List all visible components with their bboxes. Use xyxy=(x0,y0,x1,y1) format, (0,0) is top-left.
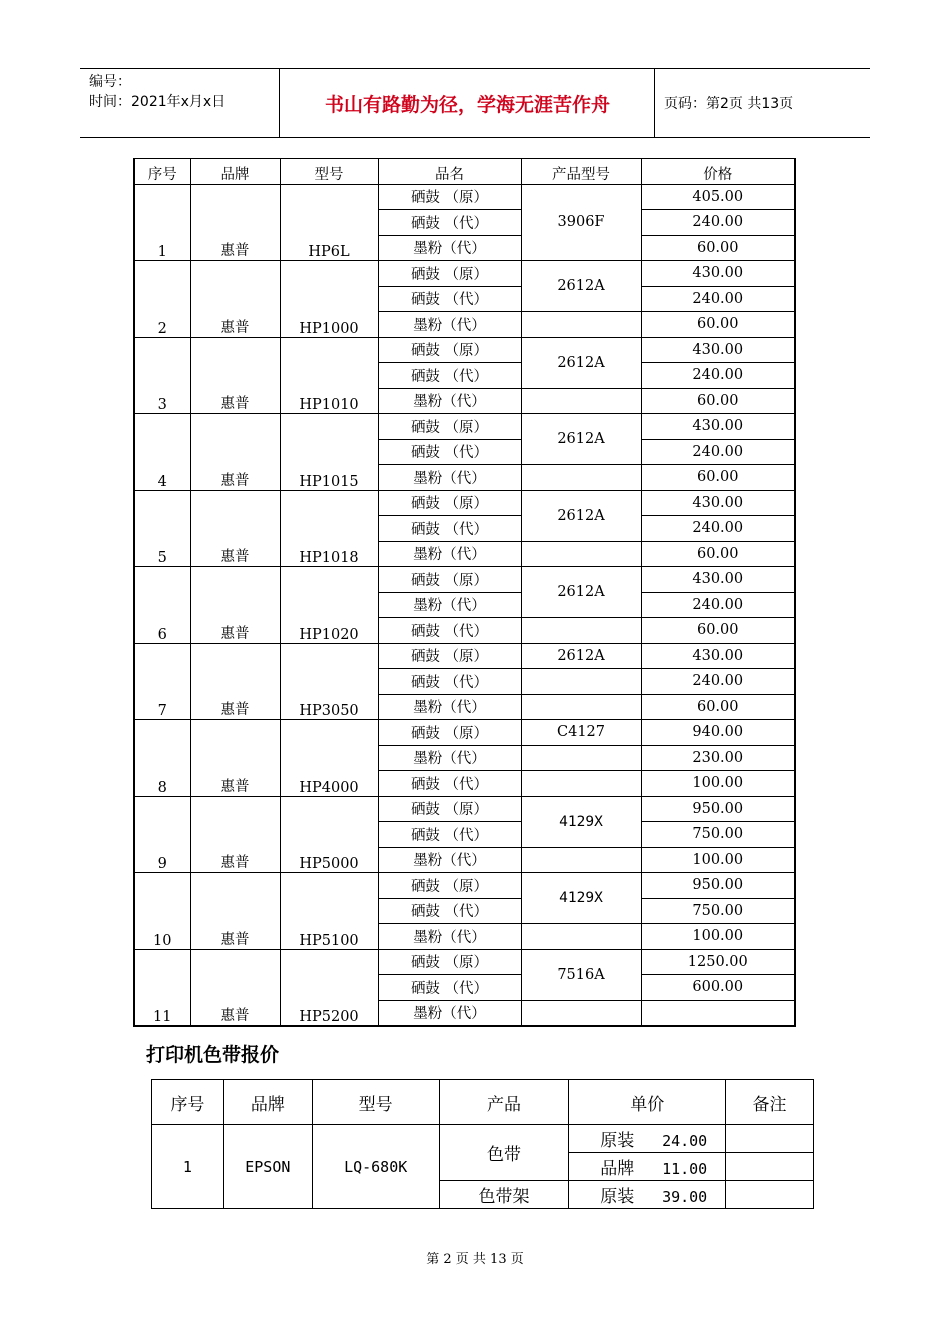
price-cell: 240.00 xyxy=(641,592,795,618)
price-cell: 240.00 xyxy=(641,286,795,312)
product-code: 3906F xyxy=(521,184,641,261)
price-cell: 240.00 xyxy=(641,516,795,542)
price-cell: 100.00 xyxy=(641,847,795,873)
price-cell: 60.00 xyxy=(641,465,795,491)
ribbon-remark xyxy=(726,1125,814,1153)
item-name: 硒鼓 （代） xyxy=(378,439,521,465)
table-header-row xyxy=(134,159,795,185)
product-code xyxy=(521,847,641,873)
row-number: 1 xyxy=(134,184,190,261)
item-name: 硒鼓 （原） xyxy=(378,720,521,746)
item-name: 硒鼓 （代） xyxy=(378,363,521,389)
item-name: 墨粉（代） xyxy=(378,541,521,567)
item-name: 硒鼓 （代） xyxy=(378,771,521,797)
table-row xyxy=(134,873,795,899)
row-number: 4 xyxy=(134,414,190,491)
price-cell: 240.00 xyxy=(641,210,795,236)
ribbon-col-remark: 备注 xyxy=(726,1080,814,1125)
item-name: 硒鼓 （代） xyxy=(378,822,521,848)
price-cell: 430.00 xyxy=(641,567,795,593)
row-number: 3 xyxy=(134,337,190,414)
page-header xyxy=(80,68,870,138)
price-kind: 品牌 xyxy=(600,1159,635,1179)
item-name: 硒鼓 （原） xyxy=(378,184,521,210)
row-model: HP1000 xyxy=(280,261,378,338)
row-model: HP6L xyxy=(280,184,378,261)
row-model: HP1015 xyxy=(280,414,378,491)
row-brand: 惠普 xyxy=(190,414,280,491)
item-name: 墨粉（代） xyxy=(378,312,521,338)
row-model: HP1020 xyxy=(280,567,378,644)
page-footer: 第 2 页 共 13 页 xyxy=(426,1252,524,1267)
price-cell: 240.00 xyxy=(641,439,795,465)
col-header-brand: 品牌 xyxy=(190,159,280,185)
item-name: 硒鼓 （原） xyxy=(378,949,521,975)
price-cell: 240.00 xyxy=(641,669,795,695)
price-cell: 60.00 xyxy=(641,312,795,338)
price-cell: 60.00 xyxy=(641,235,795,261)
row-brand: 惠普 xyxy=(190,337,280,414)
item-name: 硒鼓 （代） xyxy=(378,210,521,236)
toner-table-body xyxy=(134,184,795,1026)
row-number: 2 xyxy=(134,261,190,338)
price-cell: 60.00 xyxy=(641,618,795,644)
table-row xyxy=(134,337,795,363)
price-cell: 1250.00 xyxy=(641,949,795,975)
price-cell xyxy=(641,1000,795,1026)
header-meta xyxy=(80,69,280,137)
price-cell: 240.00 xyxy=(641,363,795,389)
price-cell: 430.00 xyxy=(641,414,795,440)
product-code xyxy=(521,771,641,797)
time-label: 时间：2021年x月x日 xyxy=(89,94,226,110)
price-cell: 950.00 xyxy=(641,873,795,899)
price-cell: 950.00 xyxy=(641,796,795,822)
row-brand: 惠普 xyxy=(190,796,280,873)
product-code: 2612A xyxy=(521,643,641,669)
ribbon-price-table xyxy=(151,1079,814,1209)
price-kind: 原装 xyxy=(600,1131,635,1151)
ribbon-price-cell xyxy=(569,1181,726,1209)
product-code: 2612A xyxy=(521,414,641,465)
item-name: 墨粉（代） xyxy=(378,592,521,618)
row-brand: 惠普 xyxy=(190,873,280,950)
product-code xyxy=(521,924,641,950)
item-name: 硒鼓 （原） xyxy=(378,337,521,363)
item-name: 硒鼓 （代） xyxy=(378,669,521,695)
col-header-code: 产品型号 xyxy=(521,159,641,185)
item-name: 墨粉（代） xyxy=(378,235,521,261)
price-cell: 940.00 xyxy=(641,720,795,746)
price-cell: 230.00 xyxy=(641,745,795,771)
ribbon-price-cell xyxy=(569,1125,726,1153)
price-cell: 60.00 xyxy=(641,694,795,720)
row-model: HP5200 xyxy=(280,949,378,1026)
ribbon-product-ribbon: 色带 xyxy=(439,1125,569,1181)
serial-label: 编号： xyxy=(89,74,131,90)
ribbon-col-brand: 品牌 xyxy=(223,1080,312,1125)
row-brand: 惠普 xyxy=(190,490,280,567)
table-row xyxy=(134,490,795,516)
item-name: 墨粉（代） xyxy=(378,1000,521,1026)
price-value: 11.00 xyxy=(662,1160,708,1178)
table-row xyxy=(134,414,795,440)
table-row xyxy=(134,184,795,210)
row-brand: 惠普 xyxy=(190,261,280,338)
ribbon-col-no: 序号 xyxy=(152,1080,224,1125)
table-row xyxy=(134,567,795,593)
product-code: 2612A xyxy=(521,567,641,618)
row-model: HP3050 xyxy=(280,643,378,720)
product-code: 7516A xyxy=(521,949,641,1000)
ribbon-price-cell xyxy=(569,1153,726,1181)
ribbon-product-rack: 色带架 xyxy=(439,1181,569,1209)
item-name: 墨粉（代） xyxy=(378,465,521,491)
product-code xyxy=(521,745,641,771)
price-cell: 430.00 xyxy=(641,261,795,287)
ribbon-remark xyxy=(726,1181,814,1209)
item-name: 硒鼓 （原） xyxy=(378,490,521,516)
item-name: 硒鼓 （原） xyxy=(378,567,521,593)
row-number: 6 xyxy=(134,567,190,644)
table-row xyxy=(152,1125,814,1153)
price-cell: 750.00 xyxy=(641,898,795,924)
row-number: 9 xyxy=(134,796,190,873)
price-cell: 405.00 xyxy=(641,184,795,210)
product-code xyxy=(521,618,641,644)
price-cell: 100.00 xyxy=(641,924,795,950)
product-code xyxy=(521,465,641,491)
header-motto: 书山有路勤为径，学海无涯苦作舟 xyxy=(281,69,655,137)
table-row xyxy=(134,720,795,746)
item-name: 硒鼓 （原） xyxy=(378,873,521,899)
product-code: 4129X xyxy=(521,873,641,924)
price-value: 39.00 xyxy=(662,1188,708,1206)
product-code: C4127 xyxy=(521,720,641,746)
item-name: 墨粉（代） xyxy=(378,924,521,950)
row-number: 10 xyxy=(134,873,190,950)
col-header-item: 品名 xyxy=(378,159,521,185)
product-code xyxy=(521,1000,641,1026)
price-cell: 60.00 xyxy=(641,541,795,567)
row-number: 11 xyxy=(134,949,190,1026)
item-name: 硒鼓 （代） xyxy=(378,898,521,924)
item-name: 墨粉（代） xyxy=(378,745,521,771)
row-brand: 惠普 xyxy=(190,720,280,797)
item-name: 硒鼓 （代） xyxy=(378,286,521,312)
ribbon-section-title: 打印机色带报价 xyxy=(146,1044,280,1066)
item-name: 墨粉（代） xyxy=(378,847,521,873)
row-model: HP1010 xyxy=(280,337,378,414)
price-cell: 600.00 xyxy=(641,975,795,1001)
product-code xyxy=(521,669,641,695)
ribbon-col-model: 型号 xyxy=(312,1080,439,1125)
item-name: 硒鼓 （原） xyxy=(378,643,521,669)
ribbon-brand: EPSON xyxy=(223,1125,312,1209)
header-page-info: 页码：第2页 共13页 xyxy=(664,96,794,112)
price-kind: 原装 xyxy=(600,1187,635,1207)
item-name: 硒鼓 （原） xyxy=(378,261,521,287)
product-code: 4129X xyxy=(521,796,641,847)
row-brand: 惠普 xyxy=(190,949,280,1026)
ribbon-remark xyxy=(726,1153,814,1181)
table-row xyxy=(134,261,795,287)
item-name: 墨粉（代） xyxy=(378,388,521,414)
product-code xyxy=(521,388,641,414)
price-cell: 100.00 xyxy=(641,771,795,797)
row-brand: 惠普 xyxy=(190,567,280,644)
item-name: 硒鼓 （原） xyxy=(378,796,521,822)
row-number: 5 xyxy=(134,490,190,567)
item-name: 墨粉（代） xyxy=(378,694,521,720)
item-name: 硒鼓 （原） xyxy=(378,414,521,440)
row-number: 8 xyxy=(134,720,190,797)
item-name: 硒鼓 （代） xyxy=(378,975,521,1001)
item-name: 硒鼓 （代） xyxy=(378,516,521,542)
price-value: 24.00 xyxy=(662,1132,708,1150)
ribbon-model: LQ-680K xyxy=(312,1125,439,1209)
item-name: 硒鼓 （代） xyxy=(378,618,521,644)
ribbon-header-row xyxy=(152,1080,814,1125)
product-code xyxy=(521,541,641,567)
product-code xyxy=(521,694,641,720)
col-header-no: 序号 xyxy=(134,159,190,185)
row-number: 7 xyxy=(134,643,190,720)
row-model: HP5100 xyxy=(280,873,378,950)
price-cell: 430.00 xyxy=(641,643,795,669)
ribbon-col-price: 单价 xyxy=(569,1080,726,1125)
ribbon-no: 1 xyxy=(152,1125,224,1209)
product-code: 2612A xyxy=(521,337,641,388)
price-cell: 430.00 xyxy=(641,490,795,516)
row-brand: 惠普 xyxy=(190,643,280,720)
row-model: HP5000 xyxy=(280,796,378,873)
price-cell: 60.00 xyxy=(641,388,795,414)
row-model: HP1018 xyxy=(280,490,378,567)
row-model: HP4000 xyxy=(280,720,378,797)
table-row xyxy=(134,643,795,669)
toner-price-table xyxy=(133,158,796,1027)
price-cell: 430.00 xyxy=(641,337,795,363)
ribbon-col-product: 产品 xyxy=(439,1080,569,1125)
product-code: 2612A xyxy=(521,261,641,312)
table-row xyxy=(134,796,795,822)
price-cell: 750.00 xyxy=(641,822,795,848)
row-brand: 惠普 xyxy=(190,184,280,261)
product-code xyxy=(521,312,641,338)
col-header-price: 价格 xyxy=(641,159,795,185)
col-header-model: 型号 xyxy=(280,159,378,185)
table-row xyxy=(134,949,795,975)
product-code: 2612A xyxy=(521,490,641,541)
